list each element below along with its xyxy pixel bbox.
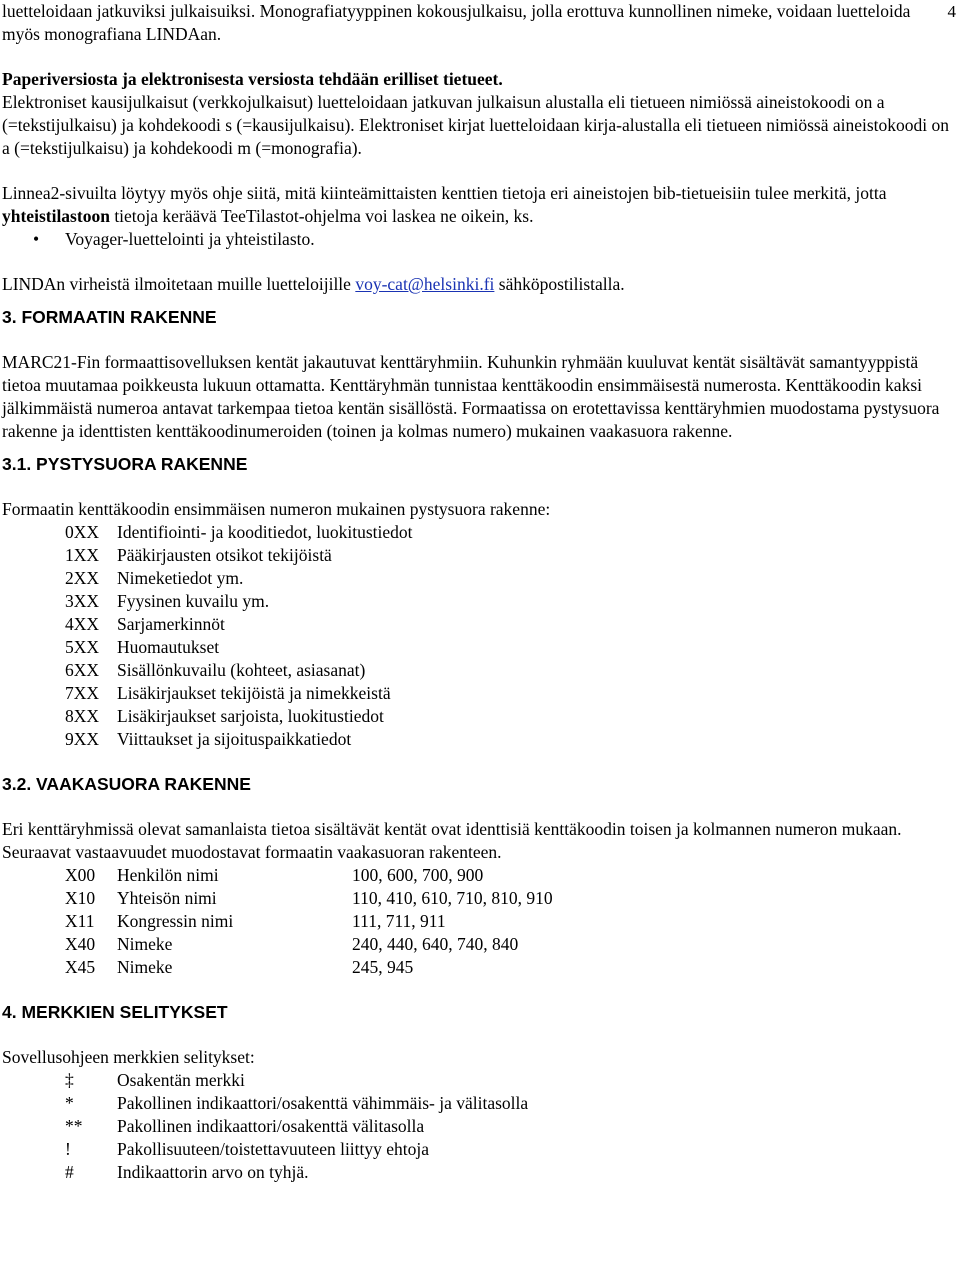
paragraph-6: Formaatin kenttäkoodin ensimmäisen numeron mukainen pystysuora rakenne: [2,499,551,519]
field-tags: 111, 711, 911 [352,911,446,931]
symbol: ! [65,1139,71,1159]
table-row [2,636,952,659]
paragraph-3-bold: yhteistilastoon [2,206,110,226]
symbol: ‡ [65,1070,74,1090]
paragraph-2-bold: Paperiversiosta ja elektronisesta versiosta tehdään erilliset tietueet. [2,69,503,89]
field-name: Nimeke [117,957,173,977]
paragraph-3-text-b: tietoja keräävä TeeTilastot-ohjelma voi laskea ne oikein, ks. [109,206,534,226]
field-tags: 110, 410, 610, 710, 810, 910 [352,888,553,908]
paragraph-4 [2,273,952,296]
field-code: 5XX [65,637,100,657]
heading-3-1: 3.1. PYSTYSUORA RAKENNE [2,454,248,474]
field-code: 7XX [65,683,100,703]
email-link[interactable]: voy-cat@helsinki.fi [355,274,495,294]
field-code: 1XX [65,545,100,565]
field-desc: Lisäkirjaukset tekijöistä ja nimekkeistä [117,683,391,703]
field-code: 0XX [65,522,100,542]
field-code: 4XX [65,614,100,634]
table-row [2,1092,952,1115]
table-row [2,613,952,636]
table-row [2,956,952,979]
paragraph-4-text-b: sähköpostilistalla. [494,274,625,294]
symbol: * [65,1093,74,1113]
symbol-desc: Pakollisuuteen/toistettavuuteen liittyy ehtoja [117,1139,430,1159]
field-desc: Identifiointi- ja kooditiedot, luokitustiedot [117,522,413,542]
field-code: 3XX [65,591,100,611]
field-code: X45 [65,957,96,977]
table-row [2,1161,952,1184]
page-content [2,1,952,1184]
table-row [2,1069,952,1092]
symbol-desc: Indikaattorin arvo on tyhjä. [117,1162,309,1182]
table-row [2,887,952,910]
field-code: X10 [65,888,96,908]
paragraph-8: Sovellusohjeen merkkien selitykset: [2,1047,255,1067]
table-row [2,521,952,544]
paragraph-7: Eri kenttäryhmissä olevat samanlaista tietoa sisältävät kentät ovat identtisiä kenttäkoodin toisen ja kolmannen numeron mukaan. Seuraavat vastaavuudet muodostavat formaatin vaakasuoran rakenteen. [2,819,902,862]
symbol-desc: Pakollinen indikaattori/osakenttä vähimmäis- ja välitasolla [117,1093,529,1113]
field-desc: Pääkirjausten otsikot tekijöistä [117,545,332,565]
field-name: Nimeke [117,934,173,954]
symbol: ** [65,1116,83,1136]
paragraph-2-text: Elektroniset kausijulkaisut (verkkojulkaisut) luetteloidaan jatkuvan julkaisun alustalla eli tietueen nimiössä aineistokoodi on a (=tekstijulkaisu) ja kohdekoodi s (=kausijulkaisu). Elektroniset kirjat luetteloidaan kirja-alustalla eli tietueen nimiössä aineistokoodi on a (=tekstijulkaisu) ja kohdekoodi m (=monografia). [2,92,950,158]
paragraph-1: luetteloidaan jatkuviksi julkaisuiksi. Monografiatyyppinen kokousjulkaisu, jolla erottuva kunnollinen nimeke, voidaan luetteloida myös monografiana LINDAan. [2,1,911,44]
table-row [2,590,952,613]
field-code: X11 [65,911,95,931]
field-desc: Nimeketiedot ym. [117,568,244,588]
field-tags: 245, 945 [352,957,414,977]
field-code: X40 [65,934,96,954]
paragraph-5: MARC21-Fin formaattisovelluksen kentät jakautuvat kenttäryhmiin. Kuhunkin ryhmään kuuluvat kentät sisältävät samantyyppistä tietoa muutamaa poikkeusta lukuun ottamatta. Kenttäryhmän tunnistaa kenttäkoodin ensimmäisestä numerosta. Kenttäkoodin kaksi jälkimmäistä numeroa antavat tarkempaa tietoa kentän sisällöstä. Formaatissa on erotettavissa kenttäryhmien muodostama pystysuora rakenne ja identtisten kenttäkoodinumeroiden (toinen ja kolmas numero) mukainen vaakasuora rakenne. [2,352,940,441]
field-code: 2XX [65,568,100,588]
table-row [2,705,952,728]
page-number: 4 [947,2,956,21]
paragraph-3 [2,182,952,228]
heading-4: 4. MERKKIEN SELITYKSET [2,1002,228,1022]
table-row [2,682,952,705]
list-item [2,228,952,251]
table-row [2,864,952,887]
paragraph-4-text-a: LINDAn virheistä ilmoitetaan muille luetteloijille [2,274,356,294]
bullet-text: Voyager-luettelointi ja yhteistilasto. [65,229,315,249]
field-code: 8XX [65,706,100,726]
field-code: 6XX [65,660,100,680]
field-code: X00 [65,865,96,885]
table-row [2,728,952,751]
vertical-structure-list [2,521,952,751]
paragraph-2 [2,68,952,160]
field-tags: 240, 440, 640, 740, 840 [352,934,519,954]
field-desc: Fyysinen kuvailu ym. [117,591,270,611]
field-name: Kongressin nimi [117,911,234,931]
field-desc: Viittaukset ja sijoituspaikkatiedot [117,729,352,749]
field-desc: Sarjamerkinnöt [117,614,225,634]
table-row [2,567,952,590]
bullet-icon: • [33,229,40,249]
heading-3-2: 3.2. VAAKASUORA RAKENNE [2,774,251,794]
field-name: Yhteisön nimi [117,888,217,908]
symbol-list [2,1069,952,1184]
field-desc: Huomautukset [117,637,220,657]
bullet-list [2,228,952,251]
field-code: 9XX [65,729,100,749]
horizontal-structure-list [2,864,952,979]
field-desc: Sisällönkuvailu (kohteet, asiasanat) [117,660,366,680]
table-row [2,910,952,933]
field-tags: 100, 600, 700, 900 [352,865,484,885]
symbol-desc: Osakentän merkki [117,1070,245,1090]
paragraph-3-text-a: Linnea2-sivuilta löytyy myös ohje siitä, mitä kiinteämittaisten kenttien tietoja eri aineistojen bib-tietueisiin tulee merkitä, jotta [2,183,887,203]
table-row [2,933,952,956]
heading-3: 3. FORMAATIN RAKENNE [2,307,217,327]
table-row [2,544,952,567]
field-desc: Lisäkirjaukset sarjoista, luokitustiedot [117,706,384,726]
field-name: Henkilön nimi [117,865,219,885]
table-row [2,1115,952,1138]
table-row [2,1138,952,1161]
symbol-desc: Pakollinen indikaattori/osakenttä välitasolla [117,1116,425,1136]
table-row [2,659,952,682]
symbol: # [65,1162,74,1182]
